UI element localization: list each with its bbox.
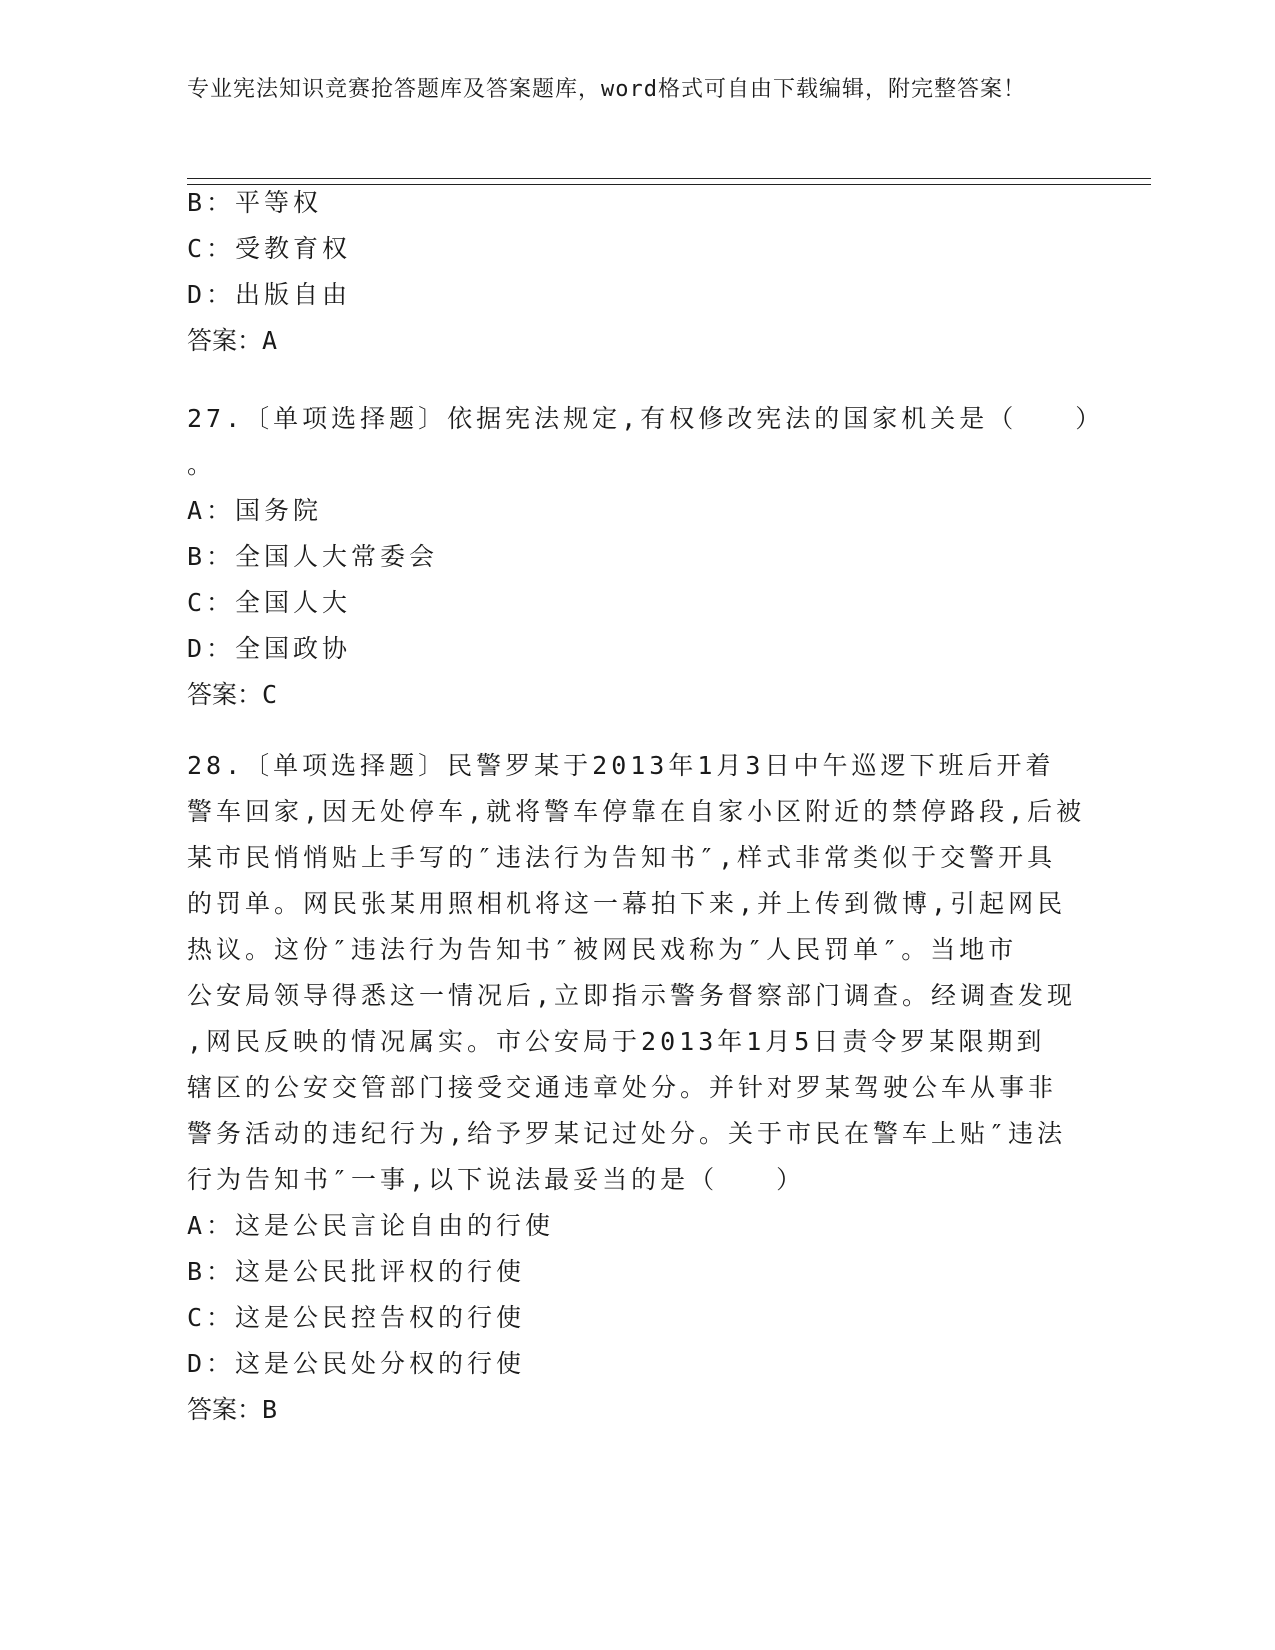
answer-label: 答案： [187,326,263,355]
question-stem-line: 热议。这份″违法行为告知书″被网民戏称为″人民罚单″。当地市 [187,935,1018,964]
answer-line [187,1387,1087,1433]
question-stem-line: 27.〔单项选择题〕依据宪法规定,有权修改宪法的国家机关是（ ） [187,404,1105,433]
question-stem-line: 辖区的公安交管部门接受交通违章处分。并针对罗某驾驶公车从事非 [187,1073,1058,1102]
question-stem-line: ,网民反映的情况属实。市公安局于2013年1月5日责令罗某限期到 [187,1027,1046,1056]
option-d: D：出版自由 [187,280,352,309]
question-stem-line: 的罚单。网民张某用照相机将这一幕拍下来,并上传到微博,引起网民 [187,889,1067,918]
page-header [187,74,1067,106]
option-b: B：全国人大常委会 [187,542,439,571]
answer-value: A [262,326,278,355]
question-stem-line: 某市民悄悄贴上手写的″违法行为告知书″,样式非常类似于交警开具 [187,843,1057,872]
question-28 [187,743,1087,1433]
answer-label: 答案： [187,1395,263,1424]
answer-line [187,672,1087,718]
option-c: C：这是公民控告权的行使 [187,1303,526,1332]
answer-value: C [262,680,278,709]
option-d: D：这是公民处分权的行使 [187,1349,526,1378]
answer-line [187,318,1087,364]
answer-value: B [262,1395,278,1424]
option-b: B：平等权 [187,188,323,217]
header-title: 专业宪法知识竞赛抢答题库及答案题库，word格式可自由下载编辑，附完整答案！ [187,77,1026,102]
question-stem-line: 。 [187,450,217,479]
option-d: D：全国政协 [187,634,352,663]
option-c: C：受教育权 [187,234,352,263]
answer-label: 答案： [187,680,263,709]
prev-question [187,180,1087,364]
question-stem-line: 28.〔单项选择题〕民警罗某于2013年1月3日中午巡逻下班后开着 [187,751,1055,780]
question-stem-line: 公安局领导得悉这一情况后,立即指示警务督察部门调查。经调查发现 [187,981,1077,1010]
option-a: A：国务院 [187,496,323,525]
option-b: B：这是公民批评权的行使 [187,1257,526,1286]
question-stem-line: 警务活动的违纪行为,给予罗某记过处分。关于市民在警车上贴″违法 [187,1119,1067,1148]
question-27 [187,396,1105,718]
option-a: A：这是公民言论自由的行使 [187,1211,555,1240]
question-stem-line: 警车回家,因无处停车,就将警车停靠在自家小区附近的禁停路段,后被 [187,797,1086,826]
option-c: C：全国人大 [187,588,352,617]
question-stem-line: 行为告知书″一事,以下说法最妥当的是（ ） [187,1165,806,1194]
